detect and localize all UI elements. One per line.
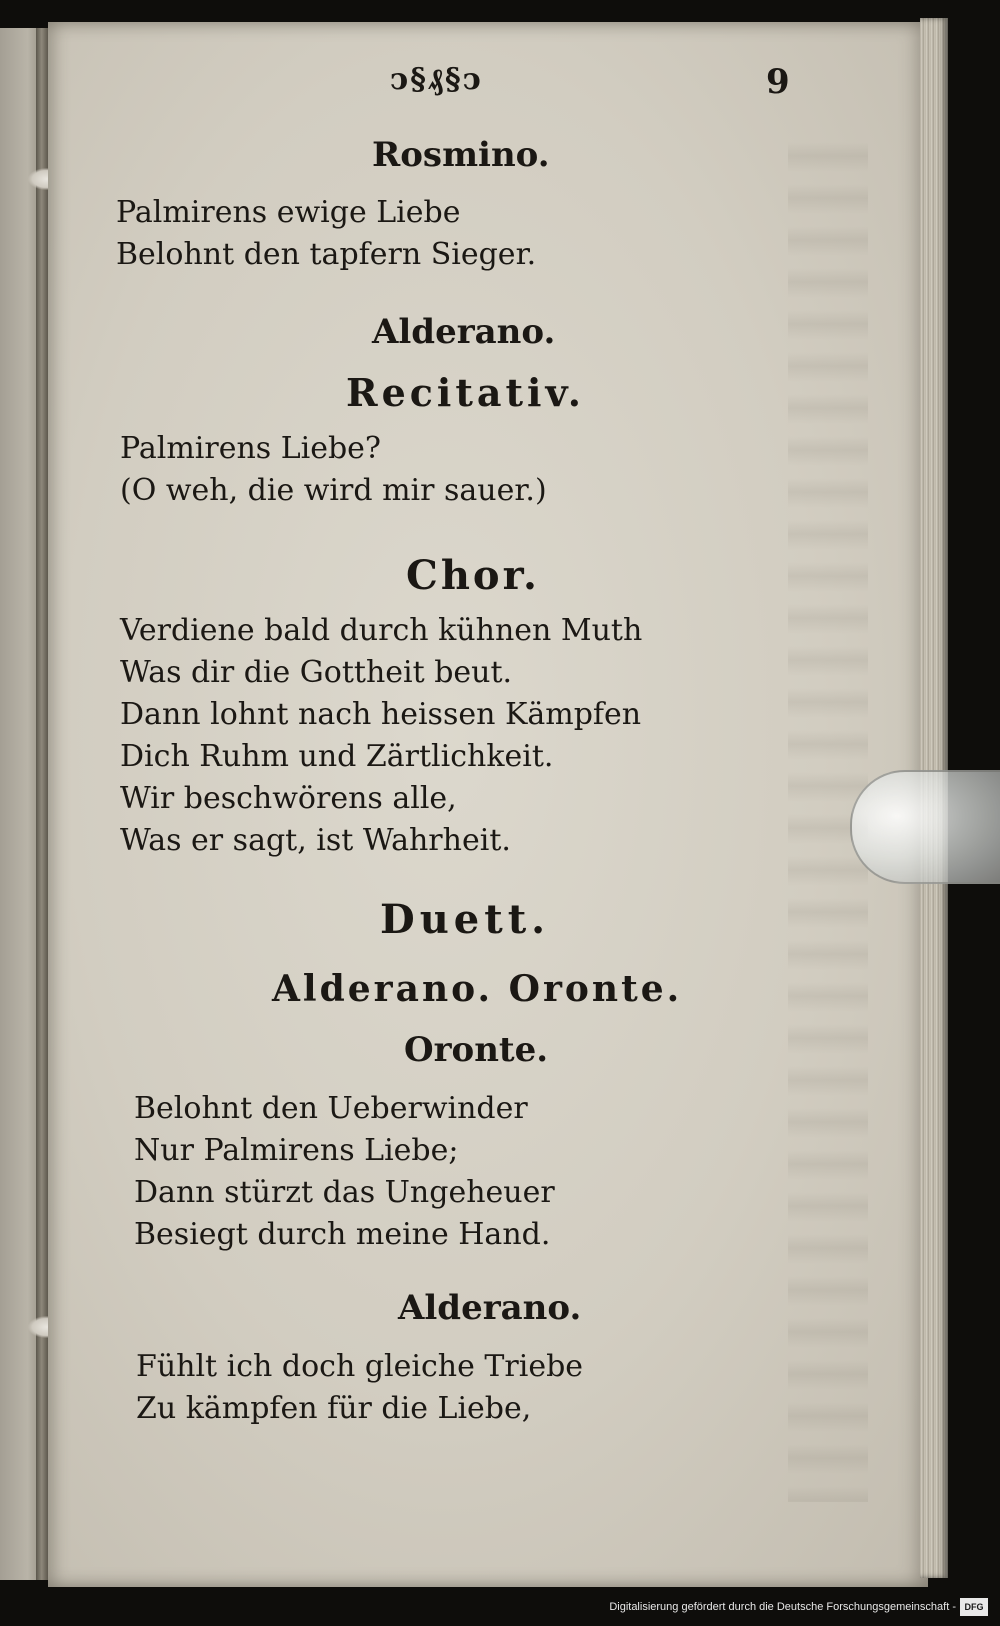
verse-line: Fühlt ich doch gleiche Triebe bbox=[136, 1349, 584, 1384]
verse-line: Verdiene bald durch kühnen Muth bbox=[120, 613, 643, 648]
page-holder-clip bbox=[850, 770, 1000, 884]
section-title: Duett. bbox=[380, 896, 551, 943]
verse-line: Nur Palmirens Liebe; bbox=[134, 1133, 459, 1168]
verse-line: Palmirens Liebe? bbox=[120, 431, 382, 466]
verse-line: (O weh, die wird mir sauer.) bbox=[120, 473, 547, 508]
dfg-logo: DFG bbox=[960, 1598, 988, 1616]
speaker-heading: Chor. bbox=[406, 552, 540, 599]
funding-credit: Digitalisierung gefördert durch die Deutsche Forschungsgemeinschaft - bbox=[609, 1601, 956, 1613]
verse-line: Dann stürzt das Ungeheuer bbox=[134, 1175, 555, 1210]
subheading: Recitativ. bbox=[346, 370, 585, 415]
verse-line: Palmirens ewige Liebe bbox=[116, 195, 461, 230]
verse-line: Wir beschwörens alle, bbox=[120, 781, 457, 816]
verse-line: Was er sagt, ist Wahrheit. bbox=[120, 823, 511, 858]
verse-block bbox=[120, 428, 547, 512]
verse-block bbox=[116, 192, 536, 276]
verse-line: Belohnt den tapfern Sieger. bbox=[116, 237, 537, 272]
speaker-heading: Oronte. bbox=[404, 1030, 549, 1070]
speaker-heading: Alderano. bbox=[372, 312, 556, 352]
speaker-heading: Alderano. bbox=[398, 1288, 582, 1328]
cast-heading: Alderano. Oronte. bbox=[272, 968, 683, 1010]
verse-line: Belohnt den Ueberwinder bbox=[134, 1091, 528, 1126]
verse-line: Dich Ruhm und Zärtlichkeit. bbox=[120, 739, 554, 774]
header-ornament: ↄ§₰§ↄ bbox=[390, 62, 483, 97]
verse-line: Was dir die Gottheit beut. bbox=[120, 655, 513, 690]
verse-line: Dann lohnt nach heissen Kämpfen bbox=[120, 697, 642, 732]
page-number: 9 bbox=[766, 62, 790, 102]
verse-block bbox=[136, 1346, 583, 1430]
speaker-heading: Rosmino. bbox=[372, 135, 550, 175]
verse-line: Besiegt durch meine Hand. bbox=[134, 1217, 551, 1252]
verse-block bbox=[134, 1088, 555, 1256]
verse-block bbox=[120, 610, 642, 862]
verse-line: Zu kämpfen für die Liebe, bbox=[136, 1391, 532, 1426]
